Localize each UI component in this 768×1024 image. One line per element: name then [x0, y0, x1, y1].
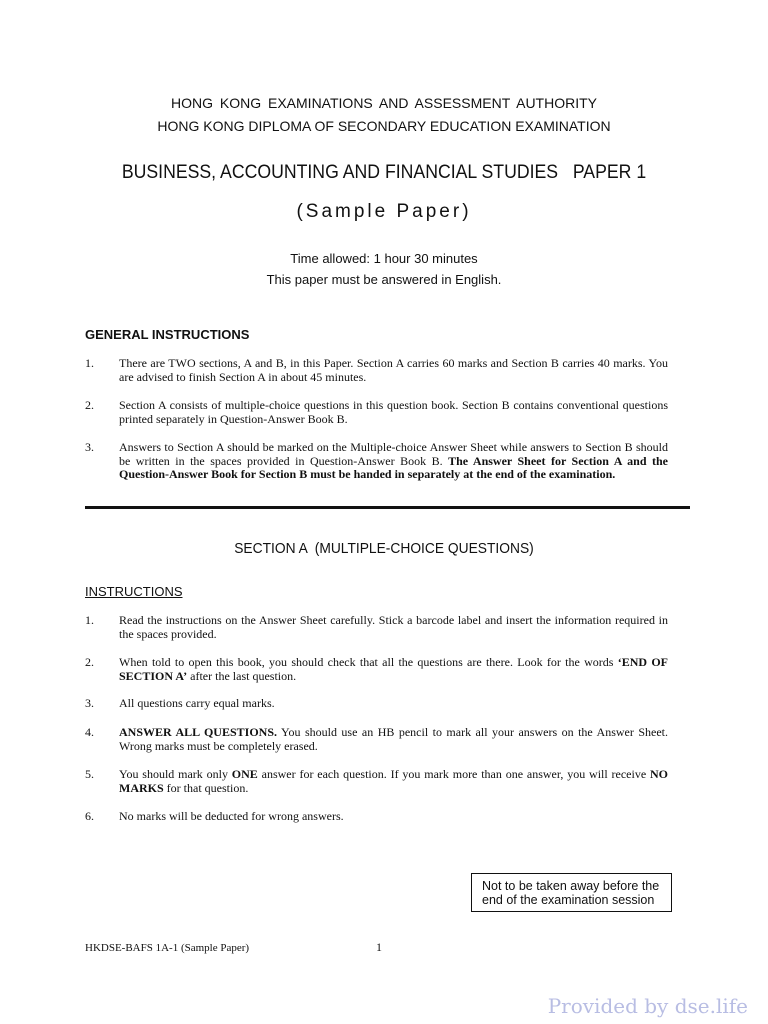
page-number: 1: [376, 940, 382, 954]
item-text-plain: Answers to Section A should be marked on the Multiple-choice Answer Sheet while answers to Section B should be written in the spaces provided in Question-Answer Book B.: [119, 440, 668, 468]
item-text-bold-2: NO MARKS: [119, 767, 669, 795]
item-number: 3.: [85, 440, 94, 454]
watermark: Provided by dse.life: [547, 994, 748, 1018]
item-text-after-2: for that question.: [163, 780, 249, 795]
time-allowed: Time allowed: 1 hour 30 minutes: [290, 251, 478, 266]
item-number: 2.: [85, 398, 94, 412]
item-text: [119, 726, 668, 753]
footer-paper-code: HKDSE-BAFS 1A-1 (Sample Paper): [85, 942, 250, 954]
item-number: 1.: [85, 613, 94, 627]
item-number: 1.: [85, 356, 94, 370]
section-a-instruction-6: [85, 810, 668, 824]
general-instruction-1: [85, 357, 668, 384]
item-text-plain: You should mark only: [119, 767, 232, 781]
item-text: There are TWO sections, A and B, in this Paper. Section A carries 60 marks and Section B carries 40 marks. You are advised to finish Section A in about 45 minutes.: [119, 356, 668, 384]
general-instruction-3: [85, 441, 668, 482]
paper-subtitle: (Sample Paper): [296, 201, 472, 222]
section-a-instruction-5: [85, 768, 668, 795]
item-text: No marks will be deducted for wrong answers.: [119, 809, 344, 823]
paper-title: BUSINESS, ACCOUNTING AND FINANCIAL STUDIES PAPER 1: [121, 162, 647, 183]
item-text-bold: The Answer Sheet for Section A and the Question-Answer Book for Section B must be handed in separately at the end of the examination.: [119, 453, 669, 481]
section-a-instruction-2: [85, 656, 668, 683]
exam-name: HONG KONG DIPLOMA OF SECONDARY EDUCATION EXAMINATION: [157, 118, 611, 134]
item-text-bold: ANSWER ALL QUESTIONS.: [119, 725, 277, 739]
notice-box: Not to be taken away before the end of the examination session: [471, 873, 672, 912]
section-a-heading: SECTION A (MULTIPLE-CHOICE QUESTIONS): [234, 540, 534, 557]
item-text-bold: ONE: [231, 767, 258, 781]
item-text-plain: When told to open this book, you should check that all the questions are there. Look for the words: [119, 655, 618, 669]
section-a-instruction-1: [85, 614, 668, 641]
item-number: 3.: [85, 696, 94, 710]
section-a-instruction-4: [85, 726, 668, 753]
item-number: 2.: [85, 655, 94, 669]
item-text: [119, 768, 668, 795]
section-a-instruction-3: [85, 697, 668, 711]
item-text: All questions carry equal marks.: [119, 696, 275, 710]
section-a-instructions-heading: INSTRUCTIONS: [85, 584, 183, 599]
general-instruction-2: [85, 399, 668, 426]
item-text-after: You should use an HB pencil to mark all your answers on the Answer Sheet. Wrong marks must be completely erased.: [119, 725, 668, 753]
item-text-after: answer for each question. If you mark more than one answer, you will receive: [257, 767, 651, 781]
item-text: [119, 656, 668, 683]
item-number: 5.: [85, 767, 94, 781]
authority-name: HONG KONG EXAMINATIONS AND ASSESSMENT AUTHORITY: [171, 95, 597, 111]
item-number: 6.: [85, 809, 94, 823]
section-divider: [85, 506, 690, 509]
item-text: [119, 441, 668, 482]
language-note: This paper must be answered in English.: [266, 272, 502, 287]
item-text: Section A consists of multiple-choice questions in this question book. Section B contains conventional questions printed separately in Question-Answer Book B.: [119, 398, 668, 426]
general-instructions-heading: GENERAL INSTRUCTIONS: [85, 327, 250, 342]
item-text-after: after the last question.: [187, 668, 297, 683]
item-text-bold: ‘END OF SECTION A’: [119, 655, 669, 683]
item-number: 4.: [85, 725, 94, 739]
item-text: Read the instructions on the Answer Sheet carefully. Stick a barcode label and insert the information required in the spaces provided.: [119, 613, 668, 641]
